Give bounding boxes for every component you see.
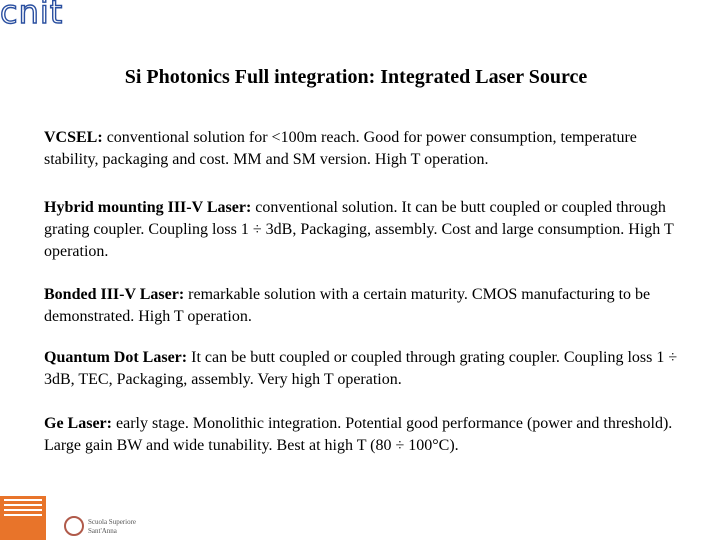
paragraph-text: conventional solution. It can be butt coupled or coupled through grating coupler. Coupling loss 1 ÷ 3dB, Packaging, assembly. Cost and large consumption. High T operation. [44,199,674,260]
paragraph-heading: Ge Laser: [44,415,112,432]
paragraph-heading: VCSEL: [44,129,103,146]
paragraph-bonded-laser [44,284,694,328]
paragraph-text: early stage. Monolithic integration. Potential good performance (power and threshold). Large gain BW and wide tunability. Best at high T (80 ÷ 100°C). [44,415,673,454]
paragraph-text: remarkable solution with a certain maturity. CMOS manufacturing to be demonstrated. High T operation. [44,286,651,325]
paragraph-heading: Bonded III-V Laser: [44,286,185,303]
slide-title: Si Photonics Full integration: Integrated Laser Source [124,66,588,88]
footer-logo-line [4,514,42,516]
footer-institution-line1: Scuola Superiore [88,518,137,526]
paragraph-quantum-dot-laser [44,347,694,391]
footer-logo-line [4,504,42,506]
cnit-logo: cnit [0,0,64,31]
paragraph-heading: Quantum Dot Laser: [44,349,188,366]
paragraph-hybrid-laser [44,197,694,263]
paragraph-text: It can be butt coupled or coupled through grating coupler. Coupling loss 1 ÷ 3dB, TEC, Packaging, assembly. Very high T operation. [44,349,678,388]
seal-icon [64,516,84,536]
footer-logo-block [0,496,46,540]
footer-logo-line [4,499,42,501]
paragraph-vcsel [44,127,694,171]
paragraph-ge-laser [44,413,694,457]
footer-institution-line2: Sant'Anna [88,527,117,535]
paragraph-heading: Hybrid mounting III-V Laser: [44,199,252,216]
paragraph-text: conventional solution for <100m reach. Good for power consumption, temperature stability, packaging and cost. MM and SM version. High T operation. [44,129,637,168]
footer-institution [88,518,136,536]
footer-logo-line [4,509,42,511]
